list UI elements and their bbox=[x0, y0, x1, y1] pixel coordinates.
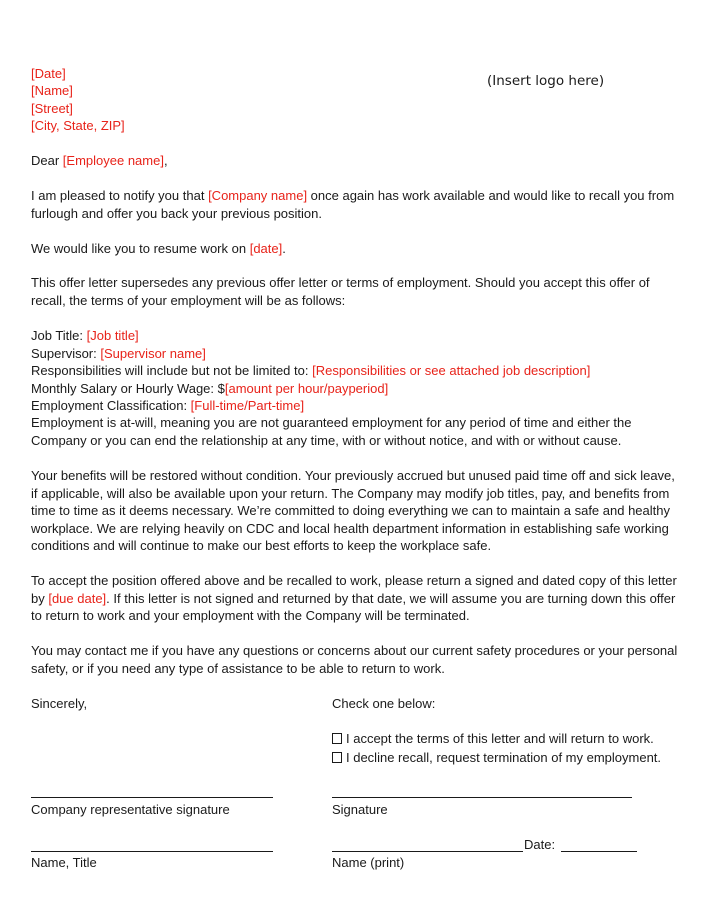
paragraph-recall bbox=[31, 187, 681, 222]
date-line[interactable] bbox=[561, 851, 637, 852]
paragraph-supersedes: This offer letter supersedes any previous offer letter or terms of employment. Should you accept this offer of recall, the terms of your employment will be as follows: bbox=[31, 275, 650, 308]
paragraph-accept bbox=[31, 572, 681, 625]
term-label: Employment Classification: bbox=[31, 398, 191, 413]
placeholder-date: [Date] bbox=[31, 66, 66, 81]
accept-checkbox[interactable] bbox=[332, 733, 342, 744]
employee-signature-label: Signature bbox=[332, 802, 388, 817]
rep-signature-line[interactable] bbox=[31, 797, 273, 798]
term-classification bbox=[31, 397, 304, 415]
term-job-title bbox=[31, 327, 139, 345]
placeholder-resume-date: [date] bbox=[249, 241, 283, 256]
decline-checkbox[interactable] bbox=[332, 752, 342, 763]
term-supervisor bbox=[31, 345, 206, 363]
placeholder-classification: [Full-time/Part-time] bbox=[190, 398, 305, 413]
logo-placeholder: (Insert logo here) bbox=[487, 73, 605, 89]
para2-text-a: We would like you to resume work on bbox=[31, 241, 250, 256]
placeholder-company-name: [Company name] bbox=[208, 188, 308, 203]
rep-name-line[interactable] bbox=[31, 851, 273, 852]
term-responsibilities bbox=[31, 362, 590, 380]
accept-label: I accept the terms of this letter and will return to work. bbox=[346, 731, 654, 746]
greeting-prefix: Dear bbox=[31, 153, 63, 168]
option-accept bbox=[332, 730, 654, 748]
para1-text-b: once again has work available and would like to recall you from furlough and offer you back your previous position. bbox=[31, 188, 675, 221]
rep-name-label: Name, Title bbox=[31, 855, 97, 870]
closing: Sincerely, bbox=[31, 696, 88, 711]
employee-signature-line[interactable] bbox=[332, 797, 632, 798]
para1-text-a: I am pleased to notify you that bbox=[31, 188, 209, 203]
para6-text-a: To accept the position offered above and be recalled to work, please return a signed and dated copy of this letter by bbox=[31, 573, 677, 606]
option-decline bbox=[332, 749, 661, 767]
placeholder-wage: [amount per hour/payperiod] bbox=[224, 381, 389, 396]
placeholder-city: [City, State, ZIP] bbox=[31, 118, 125, 133]
placeholder-job-title: [Job title] bbox=[86, 328, 139, 343]
employee-name-line[interactable] bbox=[332, 851, 523, 852]
paragraph-resume-date bbox=[31, 240, 286, 258]
date-label: Date: bbox=[524, 837, 556, 852]
paragraph-at-will: Employment is at-will, meaning you are not guaranteed employment for any period of time and either the Company or you can end the relationship at any time, with or without notice, and with or without cause. bbox=[31, 415, 632, 448]
placeholder-supervisor: [Supervisor name] bbox=[100, 346, 206, 361]
term-label: Responsibilities will include but not be limited to: bbox=[31, 363, 313, 378]
greeting-suffix: , bbox=[163, 153, 168, 168]
placeholder-due-date: [due date] bbox=[48, 590, 107, 606]
greeting bbox=[31, 152, 168, 170]
paragraph-benefits: Your benefits will be restored without condition. Your previously accrued but unused paid time off and sick leave, if applicable, will also be available upon your return. The Company may modify job titles, pay, and benefits from time to time as it deems necessary. We’re committed to doing everything we can to maintain a safe and healthy workplace. We are relying heavily on CDC and local health department information in establishing safe working conditions and will continue to make our best efforts to keep the workplace safe. bbox=[31, 468, 675, 553]
rep-signature-label: Company representative signature bbox=[31, 802, 230, 817]
para6-text-b: . If this letter is not signed and returned by that date, we will assume you are turning down this offer to return to work and your employment with the Company will be terminated. bbox=[31, 590, 676, 623]
para2-text-b: . bbox=[282, 241, 286, 256]
paragraph-contact: You may contact me if you have any questions or concerns about our current safety procedures or your personal safety, or if you need any type of assistance to be able to return to work. bbox=[31, 643, 678, 676]
placeholder-street: [Street] bbox=[31, 101, 73, 116]
term-label: Job Title: bbox=[31, 328, 87, 343]
placeholder-responsibilities: [Responsibilities or see attached job description] bbox=[312, 363, 591, 378]
placeholder-name: [Name] bbox=[31, 83, 73, 98]
term-label: Supervisor: bbox=[31, 346, 101, 361]
employee-name-label: Name (print) bbox=[332, 855, 405, 870]
term-label: Monthly Salary or Hourly Wage: $ bbox=[31, 381, 225, 396]
check-title: Check one below: bbox=[332, 696, 436, 711]
term-wage bbox=[31, 380, 388, 398]
placeholder-employee-name: [Employee name] bbox=[62, 153, 164, 168]
decline-label: I decline recall, request termination of my employment. bbox=[346, 750, 662, 765]
